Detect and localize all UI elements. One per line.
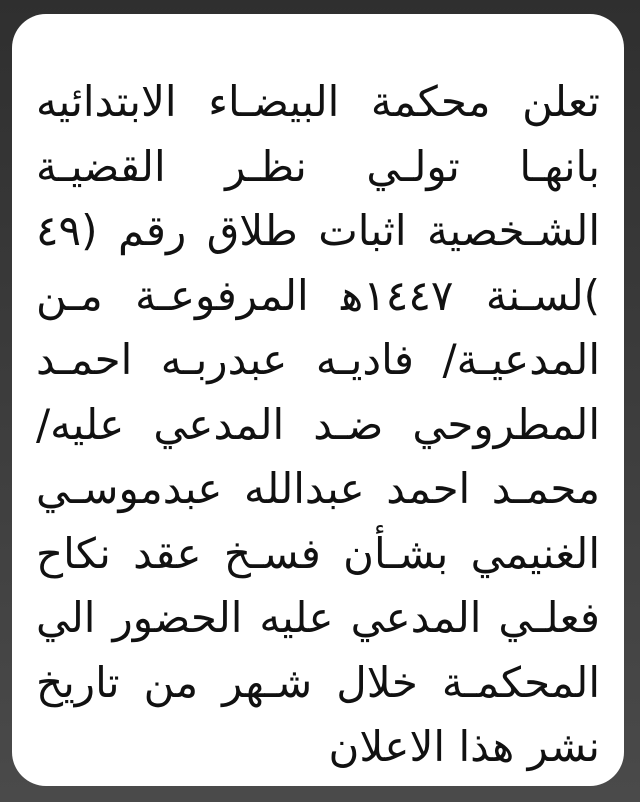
notice-line-10: المحكمـة خلال شـهر من تاريخ <box>36 657 600 707</box>
notice-card <box>12 14 624 786</box>
notice-line-11: نشر هذا الاعلان <box>328 722 600 771</box>
notice-line-7: محمـد احمد عبدالله عبدموسـي <box>36 464 600 513</box>
notice-line-1: تعلن محكمة البيضـاء الابتدائيه <box>36 77 600 126</box>
notice-line-4: )لسـنة ١٤٤٧ﮬ المرفوعـة مـن <box>36 270 600 320</box>
notice-line-9: فعلـي المدعي عليه الحضور الي <box>36 593 600 642</box>
notice-line-2: بانهـا تولـي نظـر القضيـة <box>36 141 600 191</box>
court-notice-text <box>36 70 600 780</box>
notice-line-8: الغنيمي بشـأن فسـخ عقد نكاح <box>36 528 600 578</box>
notice-line-5: المدعيـة/ فاديـه عبدربـه احمـد <box>36 335 600 384</box>
notice-line-3: الشـخصية اثبات طلاق رقم (٤٩ <box>36 206 600 255</box>
notice-line-6: المطروحي ضـد المدعي عليه/ <box>36 399 600 449</box>
